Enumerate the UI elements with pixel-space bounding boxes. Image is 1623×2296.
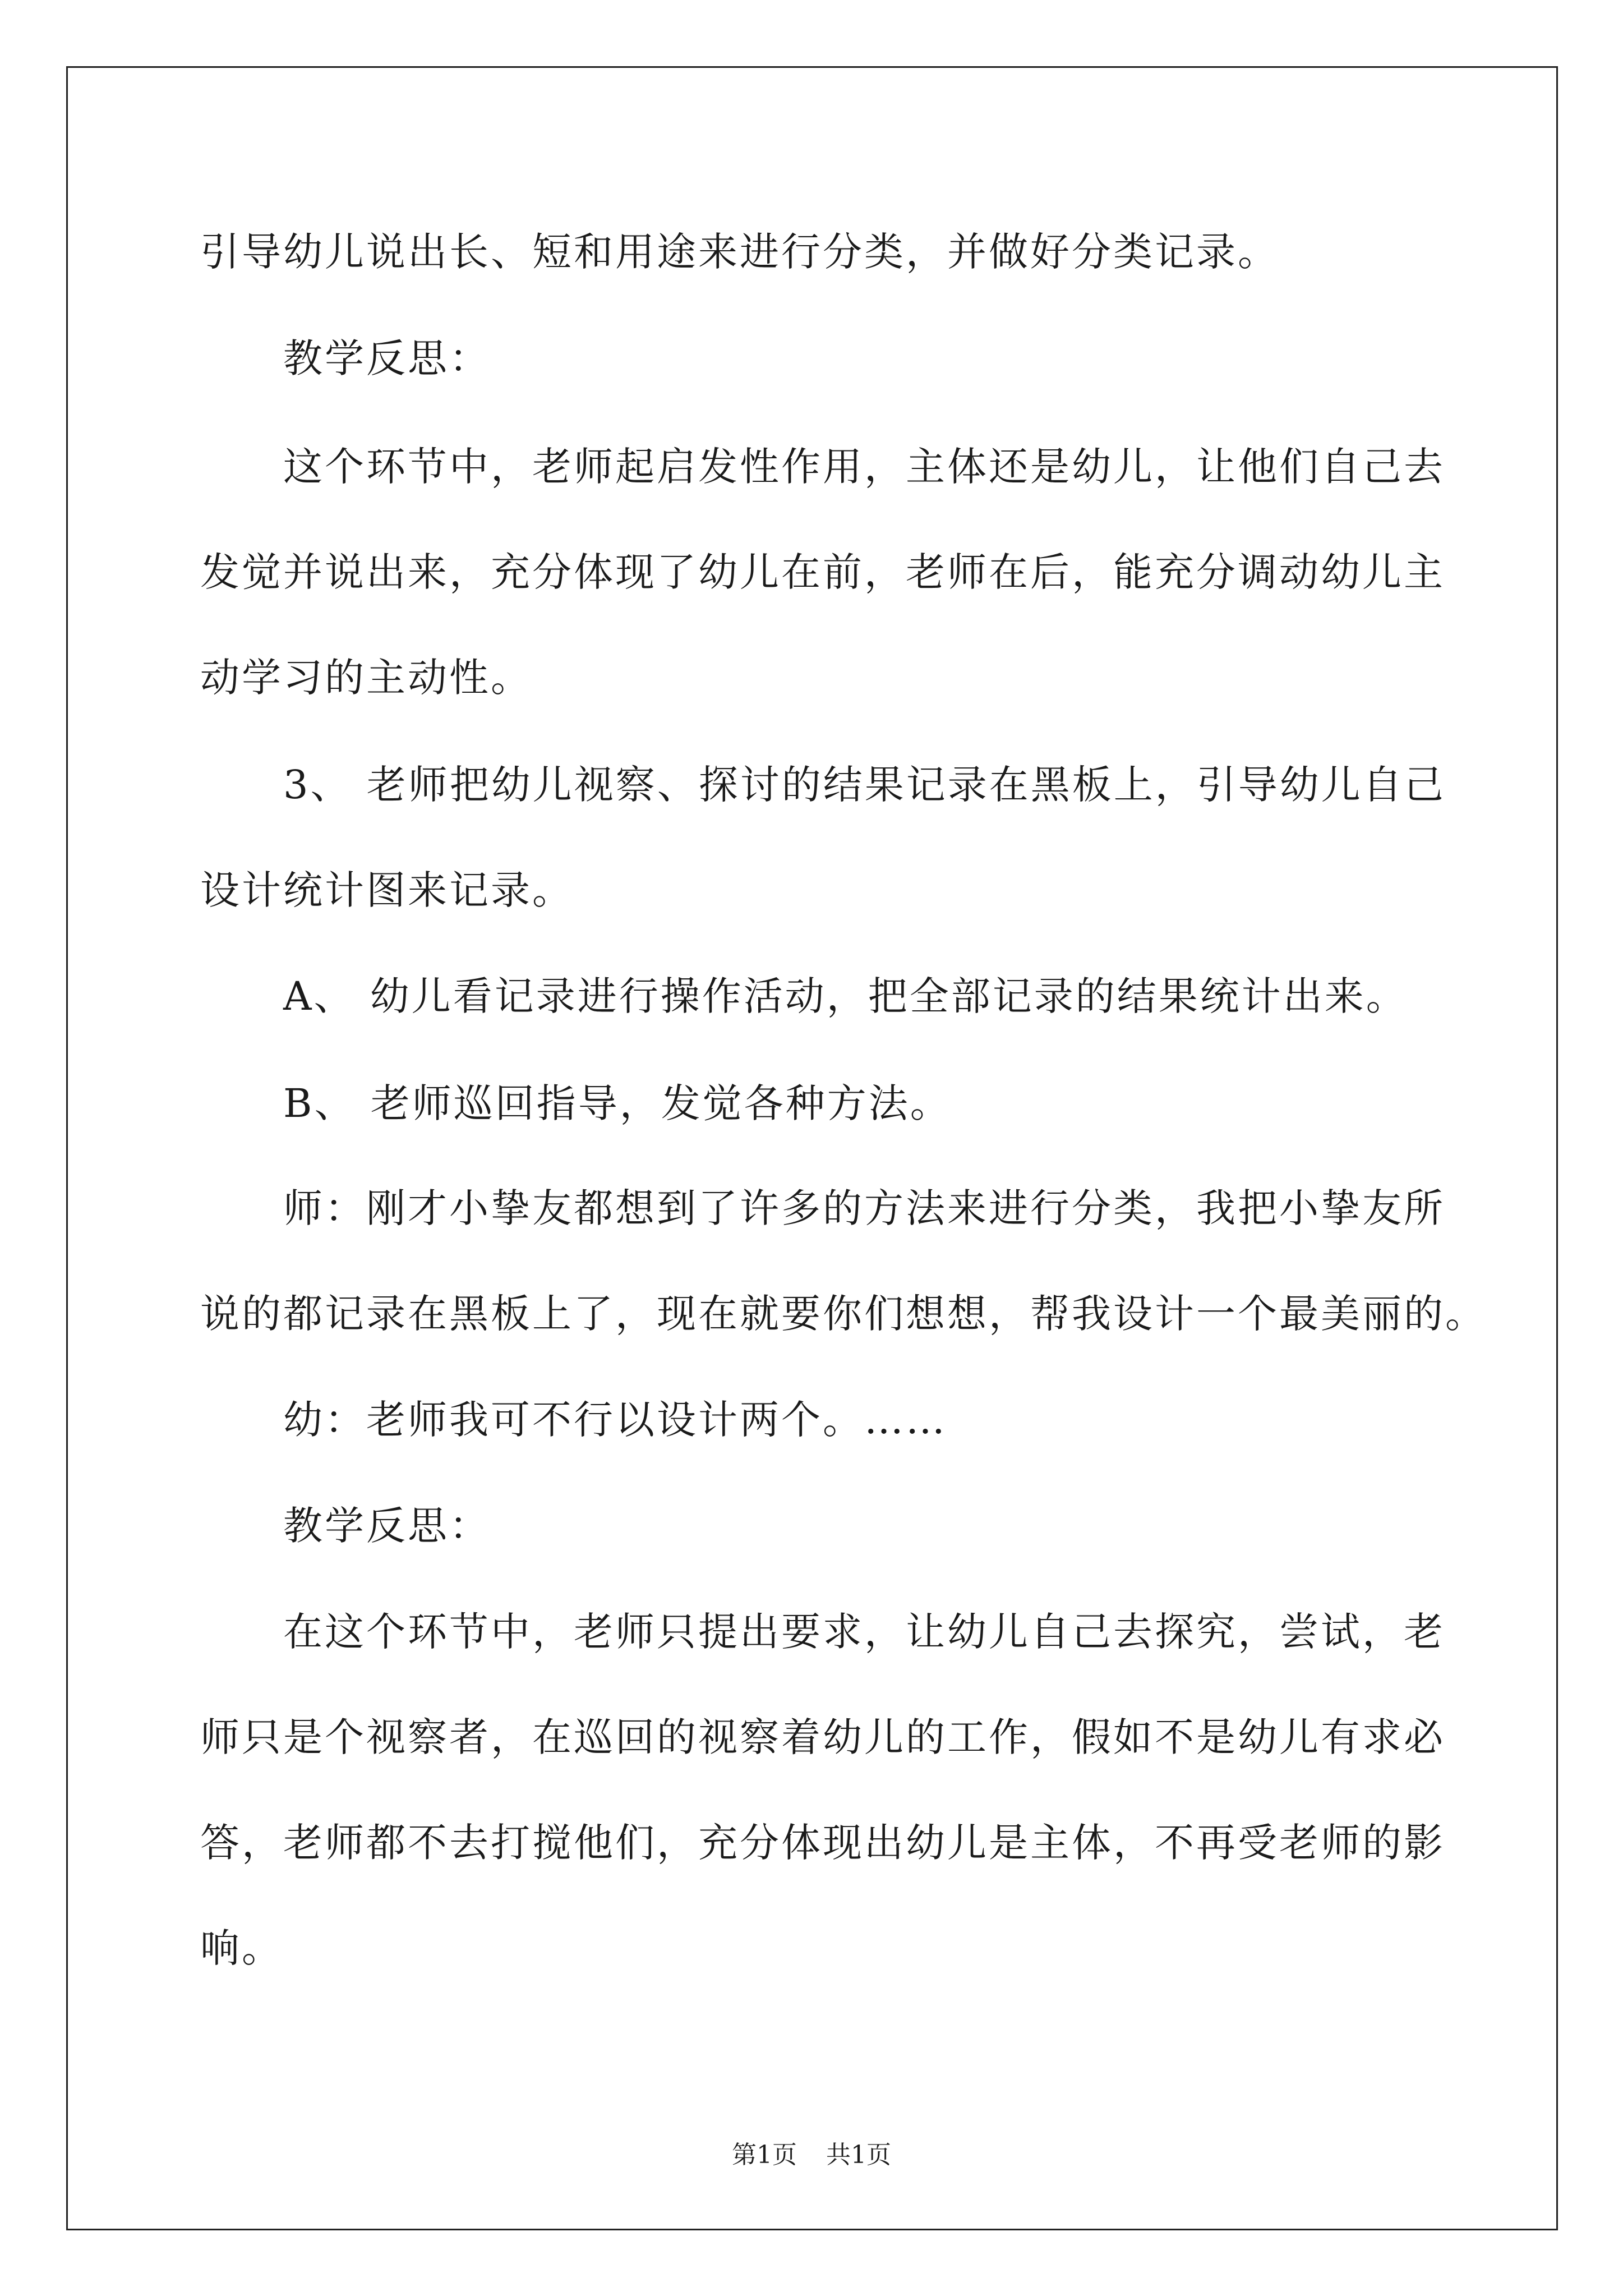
page-number: 第1页: [732, 2141, 797, 2169]
text-line: 教学反思：: [283, 335, 491, 381]
text-line: B、 老师巡回指导，发觉各种方法。: [283, 1080, 952, 1126]
text-line: 引导幼儿说出长、短和用途来进行分类，并做好分类记录。: [200, 229, 1279, 275]
text-line: 说的都记录在黑板上了，现在就要你们想想，帮我设计一个最美丽的。: [200, 1291, 1487, 1337]
paragraph-5: [200, 944, 1408, 1049]
text-line: 教学反思：: [283, 1503, 491, 1549]
paragraph-7: [200, 1156, 1487, 1366]
text-line: 3、 老师把幼儿视察、探讨的结果记录在黑板上，引导幼儿自己: [283, 762, 1446, 808]
paragraph-10: [200, 1579, 1445, 2001]
text-line: 在这个环节中，老师只提出要求，让幼儿自己去探究，尝试，老: [283, 1609, 1445, 1655]
paragraph-3: [200, 414, 1445, 730]
text-line: 发觉并说出来，充分体现了幼儿在前，老师在后，能充分调动幼儿主: [200, 549, 1445, 595]
text-line: 动学习的主动性。: [200, 655, 532, 701]
paragraph-6: [200, 1051, 952, 1156]
text-line: 幼：老师我可不行以设计两个。……: [283, 1397, 947, 1443]
text-line: 师：刚才小挚友都想到了许多的方法来进行分类，我把小挚友所: [283, 1185, 1445, 1231]
paragraph-4: [200, 732, 1446, 943]
text-line: A、 幼儿看记录进行操作活动，把全部记录的结果统计出来。: [283, 973, 1408, 1019]
page-total: 共1页: [826, 2141, 891, 2169]
text-line: 答，老师都不去打搅他们，充分体现出幼儿是主体，不再受老师的影: [200, 1820, 1445, 1866]
text-line: 师只是个视察者，在巡回的视察着幼儿的工作，假如不是幼儿有求必: [200, 1714, 1445, 1760]
paragraph-1: [200, 199, 1279, 305]
text-line: 这个环节中，老师起启发性作用，主体还是幼儿，让他们自己去: [283, 444, 1445, 490]
text-line: 设计统计图来记录。: [200, 867, 574, 913]
page-footer: [0, 2134, 1623, 2170]
paragraph-reflection-heading-2: [200, 1473, 491, 1579]
text-line: 响。: [200, 1925, 283, 1971]
paragraph-8: [200, 1367, 947, 1473]
paragraph-reflection-heading: [200, 306, 491, 411]
